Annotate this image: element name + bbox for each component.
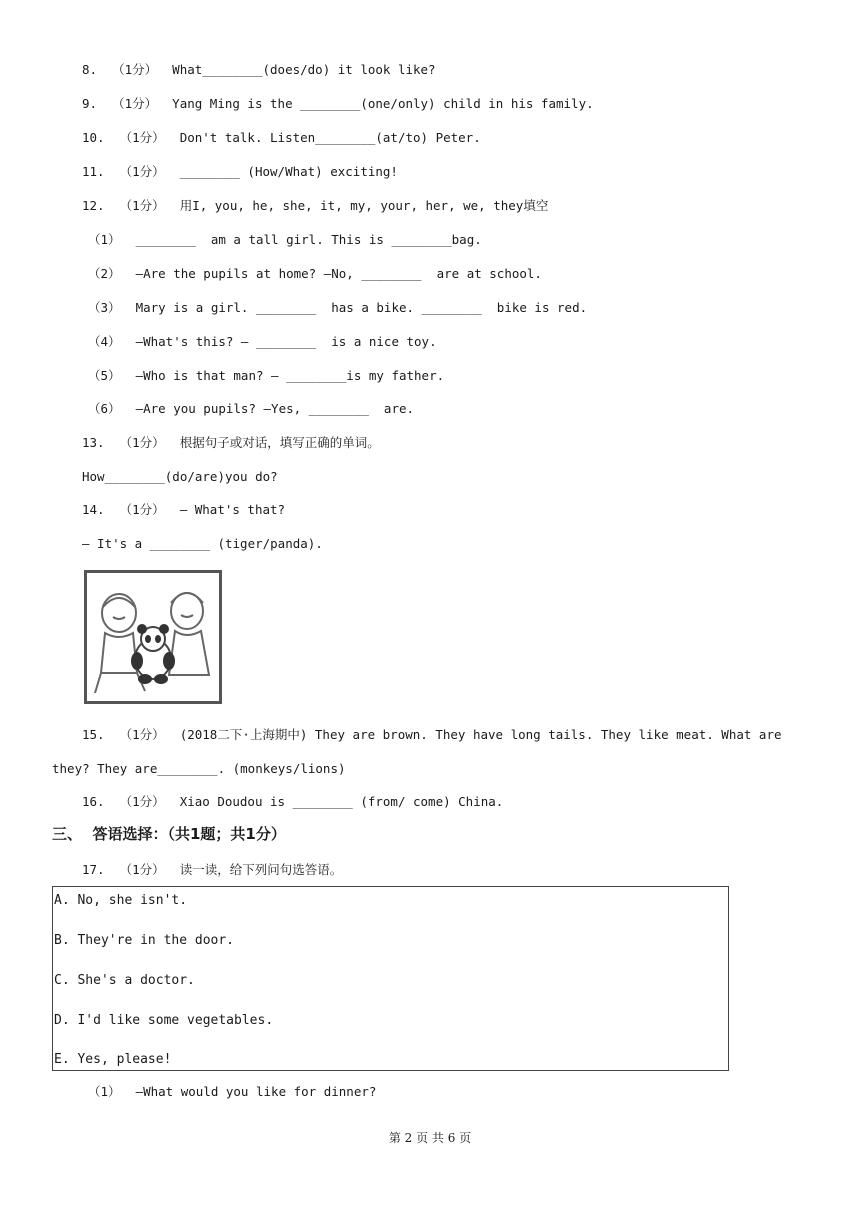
question-12: 12. （1分） 用I, you, he, she, it, my, your, her, we, they填空: [82, 198, 549, 213]
panda-picture: [84, 570, 222, 704]
question-17: 17. （1分） 读一读，给下列问句选答语。: [82, 862, 343, 877]
question-16: 16. （1分） Xiao Doudou is ________ (from/ come) China.: [82, 794, 504, 809]
children-with-panda-illustration: [87, 573, 219, 701]
option-d: D. I'd like some vegetables.: [54, 1013, 274, 1028]
q12-sub-3: （3） Mary is a girl. ________ has a bike. ________ bike is red.: [88, 300, 588, 315]
option-b: B. They're in the door.: [54, 933, 235, 948]
question-14: 14. （1分） — What's that?: [82, 502, 286, 517]
q14-answer-line: — It's a ________ (tiger/panda).: [82, 536, 323, 551]
question-11: 11. （1分） ________ (How/What) exciting!: [82, 164, 398, 179]
q12-sub-6: （6） —Are you pupils? —Yes, ________ are.: [88, 401, 415, 416]
page-footer: 第 2 页 共 6 页: [388, 1131, 472, 1145]
q12-sub-1: （1） ________ am a tall girl. This is ________bag.: [88, 232, 482, 247]
question-10: 10. （1分） Don't talk. Listen________(at/to) Peter.: [82, 130, 481, 145]
question-8: 8. （1分） What________(does/do) it look like?: [82, 62, 436, 77]
q12-sub-4: （4） —What's this? — ________ is a nice toy.: [88, 334, 437, 349]
option-a: A. No, she isn't.: [54, 893, 188, 908]
q12-sub-5: （5） —Who is that man? — ________is my father.: [88, 368, 445, 383]
q13-line: How________(do/are)you do?: [82, 469, 278, 484]
option-c: C. She's a doctor.: [54, 973, 195, 988]
question-13: 13. （1分） 根据句子或对话，填写正确的单词。: [82, 435, 380, 450]
question-15: 15. （1分） (2018二下·上海期中) They are brown. They have long tails. They like meat. What are: [82, 727, 782, 742]
section-heading: 三、 答语选择：（共1题；共1分）: [52, 825, 286, 843]
q15-continuation: they? They are________. (monkeys/lions): [52, 761, 346, 776]
q12-sub-2: （2） —Are the pupils at home? —No, ________ are at school.: [88, 266, 542, 281]
answer-options-box: [52, 886, 729, 1071]
q17-sub-1: （1） —What would you like for dinner?: [88, 1084, 377, 1099]
option-e: E. Yes, please!: [54, 1052, 172, 1067]
question-9: 9. （1分） Yang Ming is the ________(one/only) child in his family.: [82, 96, 594, 111]
